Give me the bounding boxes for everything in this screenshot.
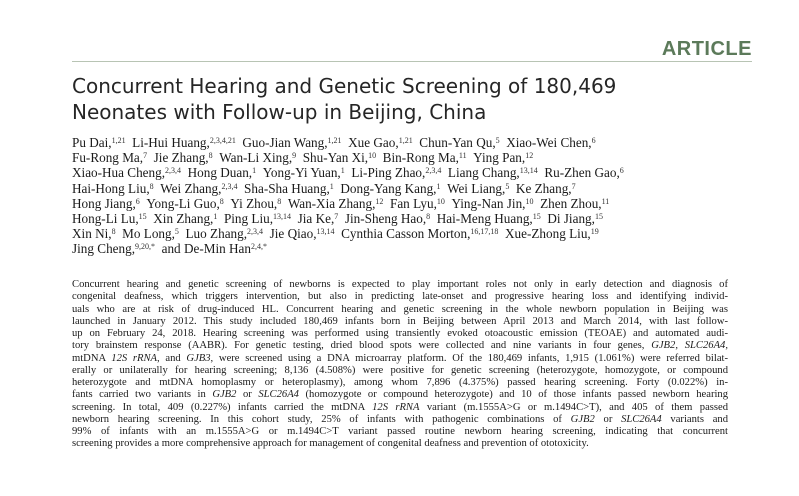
- affiliation-marker: 10: [436, 196, 445, 206]
- abstract-text: screening provides a more comprehensive approach for management of congenital deafness and prevention of ototoxicity.: [72, 438, 589, 450]
- author-name: Jie Zhang,: [147, 150, 209, 166]
- affiliation-marker: 10: [368, 151, 377, 161]
- abstract-text: heterozygote and mtDNA homoplasmy or heteroplasmy), among whom 7,896 (4.375%) passed hearing screening. Forty (0.022%) in-: [72, 377, 728, 388]
- author-name: Mo Long,: [115, 226, 175, 242]
- affiliation-marker: 1: [340, 166, 345, 176]
- author-line: [72, 211, 732, 226]
- affiliation-marker: 8: [149, 181, 154, 191]
- author-name: Wei Zhang,: [153, 180, 222, 196]
- affiliation-marker: 2,3,4: [247, 227, 264, 237]
- author-name: Luo Zhang,: [178, 226, 248, 242]
- author-name: Jin-Sheng Hao,: [338, 211, 427, 227]
- affiliation-marker: 15: [138, 212, 147, 222]
- affiliation-marker: 7: [571, 181, 576, 191]
- affiliation-marker: 7: [334, 212, 339, 222]
- abstract-line: [72, 304, 728, 316]
- author-name: Jing Cheng,: [72, 241, 136, 257]
- affiliation-marker: 2,3,4: [165, 166, 182, 176]
- affiliation-marker: 1: [213, 212, 218, 222]
- author-name: Hai-Hong Liu,: [72, 180, 150, 196]
- author-name: Xiao-Wei Chen,: [499, 135, 592, 150]
- abstract-text: tory brainstem response (AABR). For genetic testing, dried blood spots were collected and nine variants in four genes,: [72, 340, 652, 352]
- affiliation-marker: 11: [458, 151, 467, 161]
- abstract-line: [72, 377, 728, 389]
- author-name: Yi Zhou,: [223, 195, 278, 211]
- article-type-label: ARTICLE: [661, 38, 752, 60]
- author-name: Yong-Li Guo,: [139, 195, 220, 211]
- affiliation-marker: 15: [532, 212, 541, 222]
- author-name: Zhen Zhou,: [533, 195, 602, 211]
- author-name: Shu-Yan Xi,: [296, 150, 369, 166]
- author-name: Xiao-Hua Cheng,: [72, 165, 166, 181]
- abstract-text: launched in January 2012. This study included 180,469 infants born in Beijing between April 2013 and March 2014, with last follow-: [72, 315, 728, 327]
- author-line: [72, 241, 732, 256]
- author-name: Di Jiang,: [540, 211, 595, 227]
- abstract-text: mtDNA: [72, 352, 112, 364]
- author-name: Ying-Nan Jin,: [444, 195, 526, 211]
- abstract-line: [72, 426, 728, 438]
- affiliation-marker: 1: [329, 181, 334, 191]
- author-name: Hong-Li Lu,: [72, 211, 139, 227]
- author-name: Guo-Jian Wang,: [235, 135, 328, 150]
- author-name: Xue Gao,: [341, 135, 399, 150]
- abstract-text: fants carried two variants in: [72, 389, 213, 401]
- author-name: Jia Ke,: [291, 211, 335, 227]
- affiliation-marker: 8: [111, 227, 116, 237]
- gene-name: GJB2: [570, 413, 595, 425]
- affiliation-marker: 1,21: [327, 136, 342, 145]
- affiliation-marker: 6: [591, 136, 596, 145]
- author-line: [72, 135, 732, 150]
- abstract-text: variants and: [661, 413, 728, 425]
- author-name: Wei Liang,: [440, 180, 506, 196]
- affiliation-marker: 11: [601, 196, 610, 206]
- affiliation-marker: 8: [426, 212, 431, 222]
- abstract-text: erally or unilaterally for hearing screening; 8,136 (4.508%) were positive for genetic screening (heterozygote, homozygote, or compound: [72, 364, 728, 376]
- abstract-text: , and: [157, 352, 187, 364]
- article-title: [72, 73, 732, 125]
- gene-name: SLC26A4: [621, 413, 662, 425]
- author-name: Cynthia Casson Morton,: [334, 226, 471, 242]
- author-name: Hai-Meng Huang,: [430, 211, 533, 227]
- author-name: Fan Lyu,: [383, 195, 437, 211]
- author-name: Hong Duan,: [181, 165, 253, 181]
- abstract-text: or: [594, 413, 622, 425]
- abstract-line: [72, 340, 728, 352]
- author-name: Li-Hui Huang,: [125, 135, 210, 150]
- affiliation-marker: 9,20,*: [135, 242, 156, 252]
- author-line: [72, 226, 732, 241]
- abstract-text: or: [236, 389, 259, 401]
- affiliation-marker: 13,14: [273, 212, 292, 222]
- affiliation-marker: 2,4,*: [250, 242, 267, 252]
- author-name: Ru-Zhen Gao,: [537, 165, 620, 181]
- abstract-line: [72, 438, 728, 450]
- affiliation-marker: 5: [174, 227, 179, 237]
- header-rule: [72, 61, 752, 62]
- author-name: Chun-Yan Qu,: [412, 135, 496, 150]
- affiliation-marker: 1,21: [111, 136, 126, 145]
- affiliation-marker: 13,14: [316, 227, 335, 237]
- affiliation-marker: 8: [219, 196, 224, 206]
- affiliation-marker: 6: [619, 166, 624, 176]
- abstract-text: screening. In total, 409 (0.227%) infants carried the mtDNA: [72, 401, 373, 413]
- abstract-line: [72, 365, 728, 377]
- affiliation-marker: 13,14: [519, 166, 538, 176]
- author-list: [72, 135, 732, 257]
- gene-name: 12S rRNA: [111, 352, 158, 364]
- author-name: Xin Ni,: [72, 226, 112, 242]
- abstract-text: 99% of infants with an m.1555A>G or m.1494C>T variant passed routine newborn hearing screening, indicating that concurrent: [72, 426, 728, 437]
- affiliation-marker: 15: [594, 212, 603, 222]
- abstract-line: [72, 389, 728, 401]
- abstract-text: newborn hearing screening. In this cohort study, 25% of infants with pathogenic combinations of: [72, 413, 571, 425]
- author-name: Wan-Li Xing,: [212, 150, 293, 166]
- title-line: Concurrent Hearing and Genetic Screening of 180,469: [72, 74, 617, 98]
- abstract-text: variant (m.1555A>G or m.1494C>T), and 405 of them passed: [419, 401, 729, 413]
- affiliation-marker: 2,3,4: [425, 166, 442, 176]
- affiliation-marker: 19: [590, 227, 599, 237]
- author-name: Bin-Rong Ma,: [376, 150, 459, 166]
- author-name: Hong Jiang,: [72, 195, 136, 211]
- author-name: Wan-Xia Zhang,: [281, 195, 376, 211]
- author-name: Ke Zhang,: [509, 180, 572, 196]
- author-name: Liang Chang,: [441, 165, 520, 181]
- title-line: Neonates with Follow-up in Beijing, China: [72, 100, 487, 124]
- abstract-text: uals who are at risk of drug-induced HL. Concurrent hearing and genetic screening in the whole newborn population in Beijing was: [72, 303, 728, 315]
- abstract-line: [72, 279, 728, 291]
- abstract-text: (homozygote or compound heterozygote) and 10 of those infants passed newborn hearing: [298, 389, 729, 401]
- abstract-text: , were screened using a DNA microarray platform. Of the 180,469 infants, 1,915 (1.061%) were referred bilat-: [210, 352, 728, 364]
- affiliation-marker: 8: [277, 196, 282, 206]
- author-name: Ying Pan,: [466, 150, 526, 166]
- abstract-text: Concurrent hearing and genetic screening of newborns is expected to play important roles not only in early detection and diagnosis of: [72, 279, 728, 290]
- author-name: Fu-Rong Ma,: [72, 150, 144, 166]
- author-name: Sha-Sha Huang,: [237, 180, 330, 196]
- affiliation-marker: 6: [135, 196, 140, 206]
- affiliation-marker: 7: [143, 151, 148, 161]
- affiliation-marker: 1: [436, 181, 441, 191]
- abstract-line: [72, 414, 728, 426]
- abstract: [72, 279, 728, 451]
- author-name: Xin Zhang,: [146, 211, 214, 227]
- author-name: Jie Qiao,: [263, 226, 317, 242]
- abstract-line: [72, 402, 728, 414]
- author-line: [72, 181, 732, 196]
- abstract-line: [72, 291, 728, 303]
- affiliation-marker: 5: [505, 181, 510, 191]
- author-line: [72, 196, 732, 211]
- abstract-line: [72, 316, 728, 328]
- abstract-line: [72, 328, 728, 340]
- author-name: Pu Dai,: [72, 135, 112, 150]
- gene-name: 12S rRNA: [372, 401, 420, 413]
- affiliation-marker: 1,21: [398, 136, 413, 145]
- abstract-text: congenital deafness, which triggers intervention, but also in predicting late-onset and progressive hearing loss and identifying individ-: [72, 291, 728, 303]
- affiliation-marker: 16,17,18: [470, 227, 499, 237]
- author-name: Dong-Yang Kang,: [333, 180, 437, 196]
- gene-name: GJB2, SLC26A4,: [651, 340, 728, 352]
- affiliation-marker: 2,3,4: [221, 181, 238, 191]
- affiliation-marker: 10: [525, 196, 534, 206]
- affiliation-marker: 8: [208, 151, 213, 161]
- affiliation-marker: 9: [292, 151, 297, 161]
- author-name: Yong-Yi Yuan,: [256, 165, 341, 181]
- abstract-line: [72, 353, 728, 365]
- gene-name: GJB3: [186, 352, 211, 364]
- author-name: and De-Min Han: [155, 241, 251, 257]
- affiliation-marker: 5: [495, 136, 500, 145]
- author-name: Li-Ping Zhao,: [344, 165, 426, 181]
- affiliation-marker: 1: [252, 166, 257, 176]
- gene-name: GJB2: [212, 389, 237, 401]
- author-name: Xue-Zhong Liu,: [498, 226, 591, 242]
- affiliation-marker: 2,3,4,21: [209, 136, 236, 145]
- affiliation-marker: 12: [525, 151, 534, 161]
- author-name: Ping Liu,: [217, 211, 274, 227]
- author-line: [72, 150, 732, 165]
- affiliation-marker: 12: [375, 196, 384, 206]
- abstract-text: up on February 24, 2018. Hearing screening was performed using transiently evoked otoacoustic emission (TEOAE) and automated audi-: [72, 328, 728, 339]
- gene-name: SLC26A4: [258, 389, 299, 401]
- author-line: [72, 165, 732, 180]
